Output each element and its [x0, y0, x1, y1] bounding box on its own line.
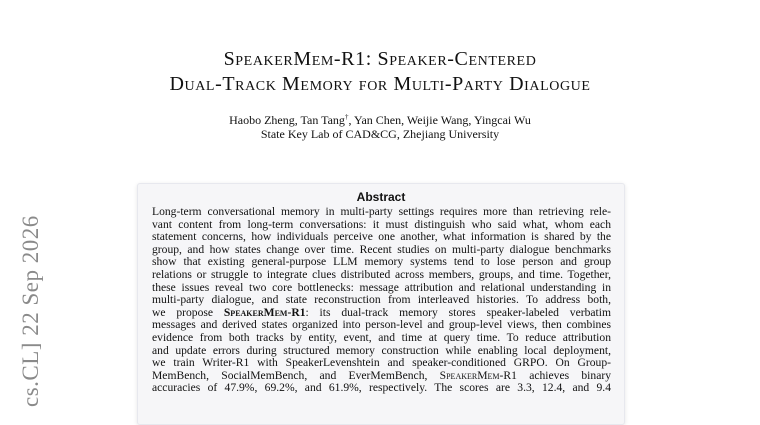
abstract-system-name-bold: SpeakerMem-R1	[223, 305, 306, 319]
abstract-line: we propose SpeakerMem-R1: its dual-track memory stores speaker-labeled verbatim	[152, 305, 611, 319]
arxiv-stamp: cs.CL] 22 Sep 2026	[18, 215, 43, 407]
abstract-line: statement concerns, how individuals perceive one another, what information is shared by the	[152, 230, 611, 244]
abstract-line: evidence from both tracks by entity, event, and time at query time. To reduce attribution	[152, 330, 611, 344]
title-line-2-text: Dual-Track Memory for Multi-Party Dialogue	[169, 73, 591, 95]
abstract-line: vant content from long-term conversations: it must distinguish who said what, whom each	[152, 217, 611, 231]
abstract-box	[137, 183, 625, 425]
abstract-body	[152, 206, 611, 395]
abstract-line: Long-term conversational memory in multi-party settings requires more than retrieving rele-	[152, 205, 611, 218]
author-names-b: , Yan Chen, Weijie Wang, Yingcai Wu	[348, 113, 531, 127]
title-system-name: SpeakerMem-R1:	[223, 48, 372, 70]
abstract-heading: Abstract	[356, 190, 406, 204]
abstract-line: relations or struggle to integrate clues distributed across members, groups, and time. Together,	[152, 267, 611, 281]
paper-title-line-1	[0, 48, 760, 71]
abstract-system-name: SpeakerMem-R1	[439, 368, 517, 382]
abstract-line: we train Writer-R1 with SpeakerLevenshtein and speaker-conditioned GRPO. On Group-	[152, 356, 611, 370]
title-subtitle-part: Speaker-Centered	[377, 48, 537, 70]
corresponding-author-mark: †	[344, 113, 349, 121]
abstract-line: group, and how states change over time. Recent studies on multi-party dialogue benchmarks	[152, 242, 611, 256]
abstract-line: MemBench, SocialMemBench, and EverMemBench, SpeakerMem-R1 achieves binary	[152, 368, 611, 382]
abstract-line: accuracies of 47.9%, 69.2%, and 61.9%, respectively. The scores are 3.3, 12.4, and 9.4	[152, 381, 611, 395]
abstract-line: and update errors during structured memory construction while enabling local deployment,	[152, 343, 611, 357]
author-names-a: Haobo Zheng, Tan Tang	[229, 113, 345, 127]
abstract-line: messages and derived states organized into person-level and group-level views, then combines	[152, 318, 611, 332]
author-list	[0, 113, 760, 128]
abstract-line: these issues reveal two core bottlenecks: message attribution and relational understanding in	[152, 280, 611, 294]
paper-title-line-2	[0, 73, 760, 96]
abstract-line: show that existing general-purpose LLM memory systems tend to lose person and group	[152, 255, 611, 269]
affiliation: State Key Lab of CAD&CG, Zhejiang University	[260, 127, 500, 141]
abstract-line: multi-party dialogue, and state reconstruction from interleaved histories. To address both,	[152, 293, 611, 307]
